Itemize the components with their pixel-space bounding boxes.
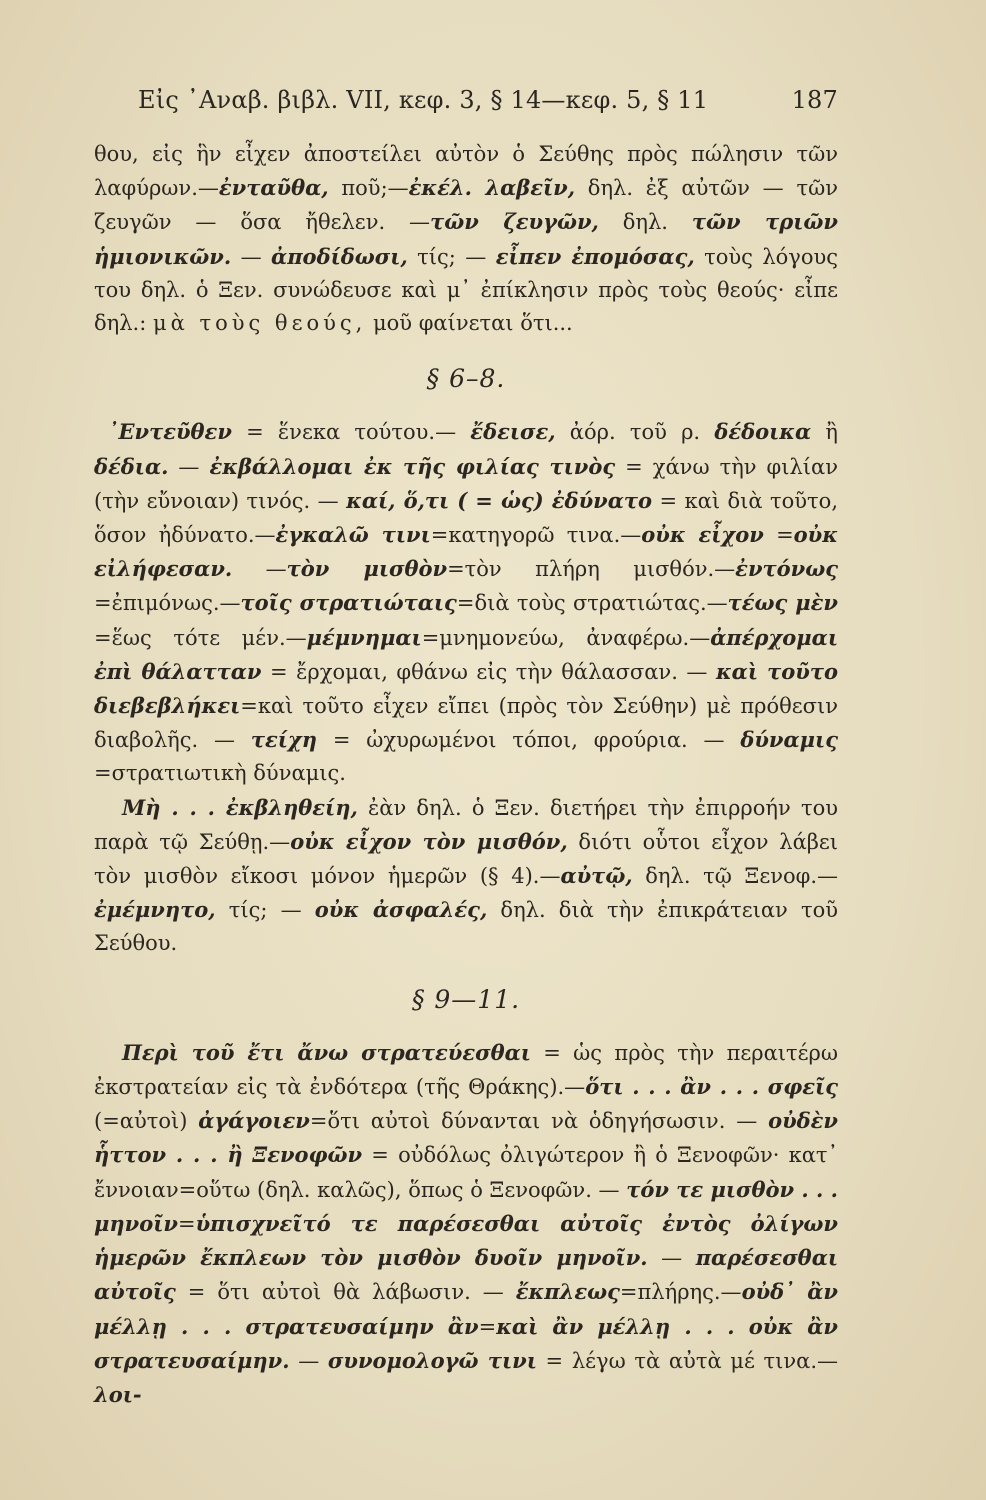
section-heading-6-8: § 6–8. [426, 364, 506, 394]
paragraph-2: ᾽Εντεῦθεν = ἕνεκα τούτου.— ἔδεισε, ἀόρ. τοῦ ρ. δέδοικα ἢ δέδια. — ἐκβάλλομαι ἐκ τῆς φιλίας τινὸς = χάνω τὴν φιλίαν (τὴν εὔνοιαν) τινός. — καί, ὅ,τι ( = ὡς) ἐδύνατο = καὶ διὰ τοῦτο, ὅσον ἠδύνατο.—ἐγκαλῶ τινι=κατηγορῶ τινα.—οὐκ εἶχον =οὐκ εἰλήφεσαν. —τὸν μισθὸν=τὸν πλήρη μισθόν.—ἐντόνως =ἐπιμόνως.—τοῖς στρατιώταις=διὰ τοὺς στρατιώτας.—τέως μὲν =ἕως τότε μέν.—μέμνημαι=μνημονεύω, ἀναφέρω.—ἀπέρχομαι ἐπὶ θάλατταν = ἔρχομαι, φθάνω εἰς τὴν θάλασσαν. — καὶ τοῦτο διεβεβλήκει=καὶ τοῦτο εἶχεν εἴπει (πρὸς τὸν Σεύθην) μὲ πρόθεσιν διαβολῆς. — τείχη = ὠχυρωμένοι τόποι, φρούρια. — δύναμις =στρατιωτικὴ δύναμις. [94, 419, 839, 786]
paragraph-1: θου, εἰς ἣν εἶχεν ἀποστείλει αὐτὸν ὁ Σεύθης πρὸς πώλησιν τῶν λαφύρων.—ἐνταῦθα, ποῦ;—ἐκέλ. λαβεῖν, δηλ. ἐξ αὐτῶν — τῶν ζευγῶν — ὅσα ἤθελεν. —τῶν ζευγῶν, δηλ. τῶν τριῶν ἡμιονικῶν. — ἀποδίδωσι, τίς; — εἶπεν ἐπομόσας, τοὺς λόγους του δηλ. ὁ Ξεν. συνώδευσε καὶ μ᾽ ἐπίκλησιν πρὸς τοὺς θεούς· εἶπε δηλ.: μὰ τοὺς θεούς, μοῦ φαίνεται ὅτι... [94, 142, 838, 336]
section-heading-9-11: § 9—11. [411, 984, 521, 1014]
paragraph-3: Μὴ . . . ἐκβληθείη, ἐὰν δηλ. ὁ Ξεν. διετήρει τὴν ἐπιρροήν του παρὰ τῷ Σεύθῃ.—οὐκ εἶχον τὸν μισθόν, διότι οὗτοι εἶχον λάβει τὸν μισθὸν εἴκοσι μόνον ἡμερῶν (§ 4).—αὐτῷ, δηλ. τῷ Ξενοφ.— ἐμέμνητο, τίς; — οὐκ ἀσφαλές, δηλ. διὰ τὴν ἐπικράτειαν τοῦ Σεύθου. [94, 794, 839, 956]
paragraph-4: Περὶ τοῦ ἔτι ἄνω στρατεύεσθαι = ὡς πρὸς τὴν περαιτέρω ἐκστρατείαν εἰς τὰ ἐνδότερα (τῆς Θράκης).—ὅτι . . . ἂν . . . σφεῖς (=αὐτοὶ) ἀγάγοιεν=ὅτι αὐτοὶ δύνανται νὰ ὁδηγήσωσιν. — οὐδὲν ἧττον . . . ἢ Ξενοφῶν = οὐδόλως ὀλιγώτερον ἢ ὁ Ξενοφῶν· κατ᾽ ἔννοιαν=οὕτω (δηλ. καλῶς), ὅπως ὁ Ξενοφῶν. — τόν τε μισθὸν . . . μηνοῖν=ὑπισχνεῖτό τε παρέσεσθαι αὐτοῖς ἐντὸς ὀλίγων ἡμερῶν ἔκπλεων τὸν μισθὸν δυοῖν μηνοῖν. — παρέσεσθαι αὐτοῖς = ὅτι αὐτοὶ θὰ λάβωσιν. — ἔκπλεως=πλήρης.—οὐδ᾽ ἂν μέλλῃ . . . στρατευσαίμην ἂν=καὶ ἂν μέλλῃ . . . οὐκ ἂν στρατευσαίμην. — συνομολογῶ τινι = λέγω τὰ αὐτὰ μέ τινα.—λοι- [94, 1039, 839, 1407]
running-title: Εἰς ᾽Αναβ. βιβλ. VII, κεφ. 3, § 14—κεφ. 5, § 11 [138, 86, 709, 114]
page-header [138, 86, 838, 114]
page-body [94, 138, 838, 1412]
page-number: 187 [791, 86, 838, 114]
